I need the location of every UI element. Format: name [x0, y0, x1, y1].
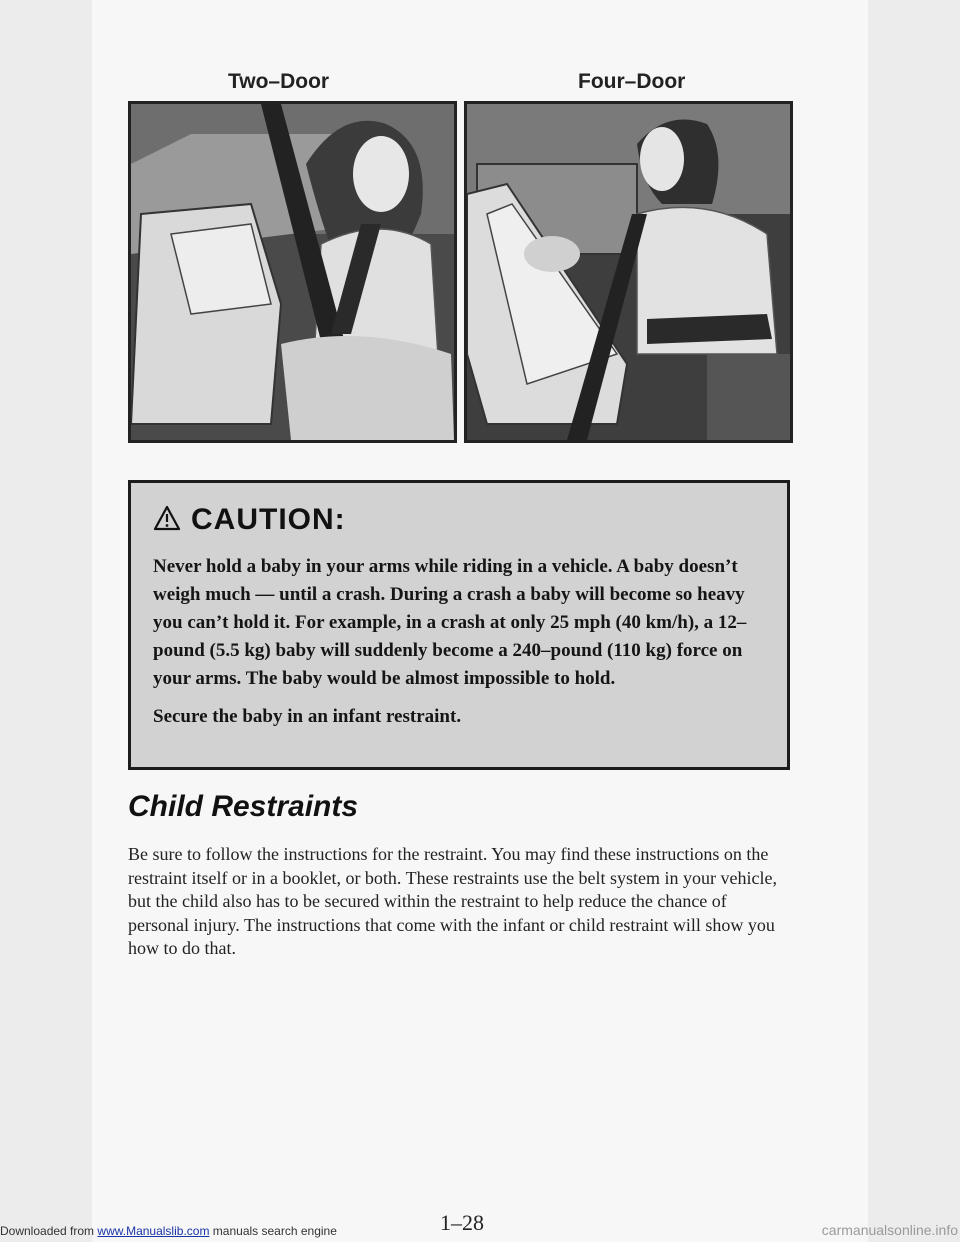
two-door-drawing	[131, 104, 454, 440]
right-margin	[868, 0, 960, 1242]
two-door-illustration	[128, 101, 457, 443]
two-door-label: Two–Door	[228, 70, 330, 93]
four-door-illustration	[464, 101, 793, 443]
watermark: carmanualsonline.info	[821, 1222, 958, 1238]
section-body: Be sure to follow the instructions for the restraint. You may find these instructions on the restraint itself or in a booklet, or both. These restraints use the belt system in your vehicle, but the child also has to be secured within the restraint to help reduce the chance of personal injury. The instructions that come with the infant or child restraint will show you how to do that.	[128, 844, 778, 958]
download-footer	[0, 1224, 337, 1238]
page-number: 1–28	[440, 1210, 484, 1235]
section-title: Child Restraints	[128, 790, 359, 823]
caution-header	[153, 503, 346, 537]
caution-paragraph-2: Secure the baby in an infant restraint.	[153, 706, 462, 727]
footer-prefix: Downloaded from	[0, 1224, 95, 1238]
caution-title: CAUTION:	[191, 503, 346, 536]
manualslib-link[interactable]: www.Manualslib.com	[97, 1224, 210, 1238]
footer-suffix: manuals search engine	[212, 1224, 337, 1238]
warning-triangle-icon	[153, 505, 181, 536]
caution-body	[153, 553, 773, 741]
four-door-label: Four–Door	[578, 70, 686, 93]
left-margin	[0, 0, 95, 1242]
caution-box	[128, 480, 790, 770]
caution-paragraph-1: Never hold a baby in your arms while riding in a vehicle. A baby doesn’t weigh much — until a crash. During a crash a baby will become so heavy you can’t hold it. For example, in a crash at only 25 mph (40 km/h), a 12–pound (5.5 kg) baby will suddenly become a 240–pound (110 kg) force on your arms. The baby would be almost impossible to hold.	[153, 556, 747, 689]
four-door-drawing	[467, 104, 790, 440]
